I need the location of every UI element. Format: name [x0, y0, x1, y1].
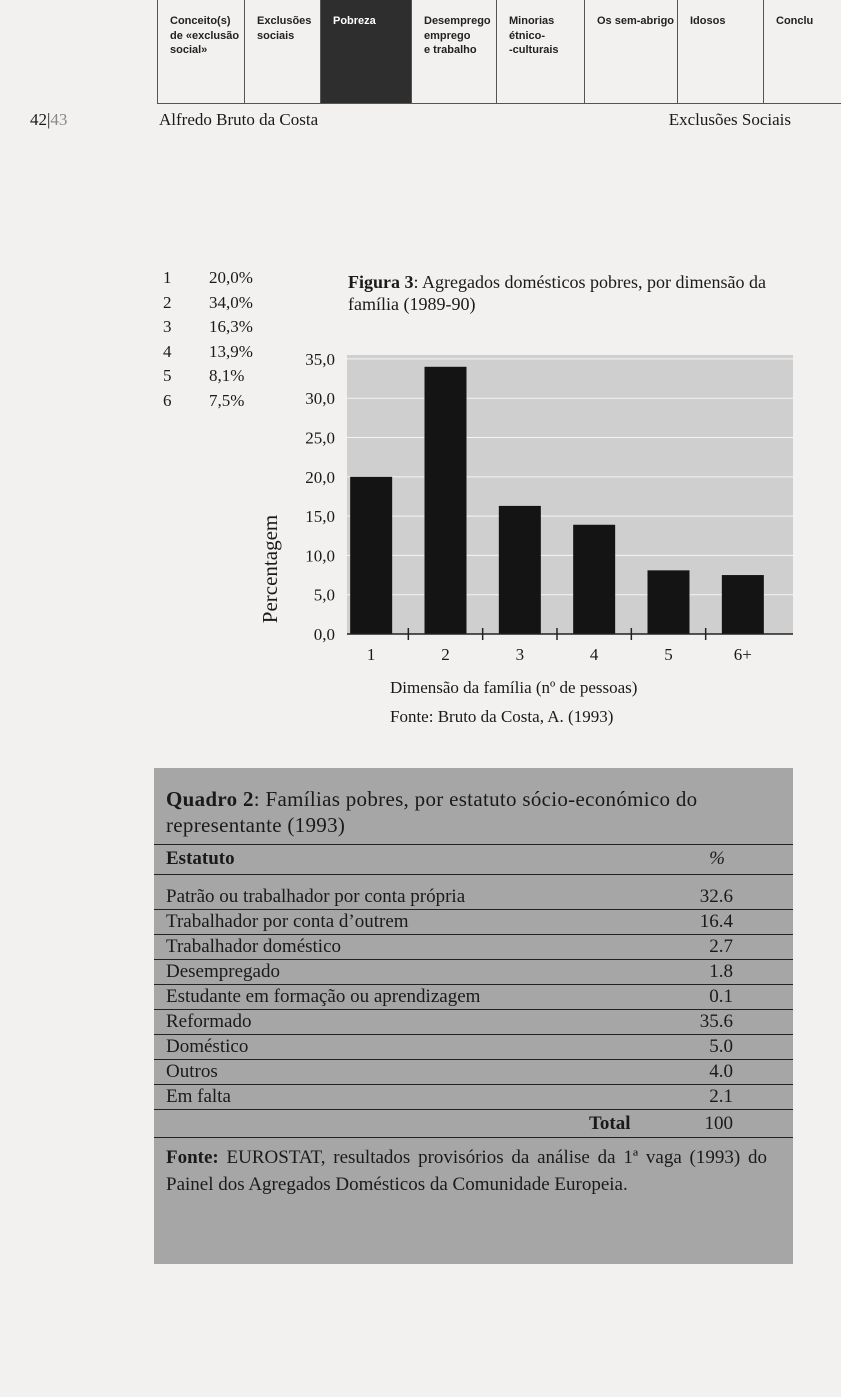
table-row [154, 1060, 793, 1085]
tab-4[interactable]: Desemprego emprego e trabalho [411, 0, 496, 103]
table-cell-status: Reformado [166, 1011, 252, 1032]
author-name: Alfredo Bruto da Costa [159, 110, 319, 129]
x-tick-label: 1 [366, 645, 376, 664]
tab-1[interactable]: Conceito(s) de «exclusão social» [157, 0, 244, 103]
y-tick-label: 35,0 [305, 349, 335, 369]
x-tick-label: 5 [664, 645, 673, 664]
tab-2[interactable]: Exclusões sociais [244, 0, 320, 103]
bar [573, 525, 615, 634]
bar [499, 506, 541, 634]
table-cell-percent: 5.0 [709, 1036, 733, 1057]
side-list-row [163, 291, 253, 316]
bar [722, 575, 764, 634]
y-tick-label: 30,0 [305, 389, 335, 409]
page-number-left: 42 [30, 110, 47, 129]
y-tick-label: 5,0 [313, 585, 335, 605]
side-list-row [163, 266, 253, 291]
table-total-row [154, 1110, 793, 1138]
table-cell-status: Trabalhador por conta d’outrem [166, 911, 409, 932]
table-cell-percent: 2.1 [709, 1086, 733, 1107]
x-tick-label: 4 [589, 645, 599, 664]
table-cell-percent: 32.6 [699, 886, 733, 907]
chart-x-axis-label: Dimensão da família (nº de pessoas) [390, 678, 638, 697]
chart-y-axis-label: Percentagem [258, 514, 282, 624]
bar [350, 477, 392, 634]
table-row [154, 935, 793, 960]
table-cell-status: Outros [166, 1061, 218, 1082]
total-label: Total [588, 1113, 631, 1134]
table-cell-percent: 1.8 [709, 961, 733, 982]
table-row [154, 1035, 793, 1060]
tab-8[interactable]: Conclu [763, 0, 841, 103]
page-number-separator: | [47, 110, 51, 129]
table-cell-percent: 4.0 [709, 1061, 733, 1082]
table-cell-status: Estudante em formação ou aprendizagem [166, 986, 481, 1007]
page-number-right: 43 [50, 110, 68, 129]
side-list-index: 1 [163, 268, 172, 287]
table-cell-percent: 35.6 [699, 1011, 733, 1032]
side-list-value: 7,5% [209, 390, 245, 410]
side-list-value: 20,0% [209, 268, 253, 287]
table-label: Quadro 2 [166, 787, 254, 811]
column-header-status: Estatuto [166, 848, 235, 869]
table-source [166, 1144, 783, 1198]
tab-6[interactable]: Os sem-abrigo [584, 0, 677, 103]
side-list-index: 4 [163, 341, 172, 361]
side-list-index: 5 [163, 366, 172, 385]
table-source-label: Fonte: [166, 1147, 219, 1168]
side-list-index: 3 [163, 317, 172, 336]
x-tick-label: 2 [441, 645, 450, 664]
section-tabs [157, 0, 841, 104]
table-row [154, 1085, 793, 1110]
book-title: Exclusões Sociais [668, 110, 791, 129]
table-row [154, 910, 793, 935]
figure-caption [348, 271, 808, 315]
y-tick-label: 25,0 [305, 428, 335, 448]
table-cell-percent: 2.7 [709, 936, 733, 957]
table-cell-percent: 0.1 [709, 986, 733, 1007]
table-body [166, 885, 783, 1110]
table-source-text: EUROSTAT, resultados provisórios da análise da 1ª vaga (1993) do Painel dos Agregados Domésticos da Comunidade Europeia. [166, 1147, 767, 1195]
table-row [154, 985, 793, 1010]
table-cell-status: Doméstico [166, 1036, 249, 1057]
side-list-row [163, 315, 253, 340]
x-tick-label: 3 [515, 645, 525, 664]
side-list-value: 16,3% [209, 317, 253, 336]
y-tick-label: 15,0 [305, 507, 335, 527]
bar [425, 367, 467, 634]
y-tick-label: 0,0 [313, 625, 335, 644]
table-cell-status: Desempregado [166, 961, 280, 982]
tab-5[interactable]: Minorias étnico- -culturais [496, 0, 584, 103]
table-row [154, 960, 793, 985]
tab-7[interactable]: Idosos [677, 0, 763, 103]
bar [648, 570, 690, 634]
quadro-table-box [154, 768, 793, 1264]
table-row [154, 1010, 793, 1035]
side-list-value: 8,1% [209, 366, 245, 385]
table-cell-status: Trabalhador doméstico [166, 936, 342, 957]
figure-label: Figura 3 [348, 272, 414, 292]
table-title-text: : Famílias pobres, por estatuto sócio-económico do representante (1993) [166, 787, 698, 837]
table-cell-percent: 16.4 [699, 911, 733, 932]
side-list-value: 34,0% [209, 292, 253, 312]
y-tick-label: 20,0 [305, 467, 335, 487]
x-tick-label: 6+ [733, 645, 752, 664]
side-list-index: 2 [163, 292, 172, 312]
table-cell-status: Em falta [166, 1086, 231, 1107]
side-list-index: 6 [163, 390, 172, 410]
tab-3[interactable]: Pobreza [320, 0, 411, 103]
column-header-percent: % [709, 848, 725, 869]
table-row [154, 885, 793, 910]
side-list-value: 13,9% [209, 341, 253, 361]
figure-caption-text: : Agregados domésticos pobres, por dimensão da família (1989-90) [348, 272, 766, 314]
table-header-row [154, 844, 793, 875]
table-cell-status: Patrão ou trabalhador por conta própria [166, 886, 466, 907]
figure-source: Fonte: Bruto da Costa, A. (1993) [390, 707, 614, 726]
page-number [30, 110, 67, 130]
bar-chart [240, 340, 800, 680]
total-value: 100 [704, 1113, 733, 1134]
y-tick-label: 10,0 [305, 546, 335, 566]
table-title [166, 786, 783, 838]
